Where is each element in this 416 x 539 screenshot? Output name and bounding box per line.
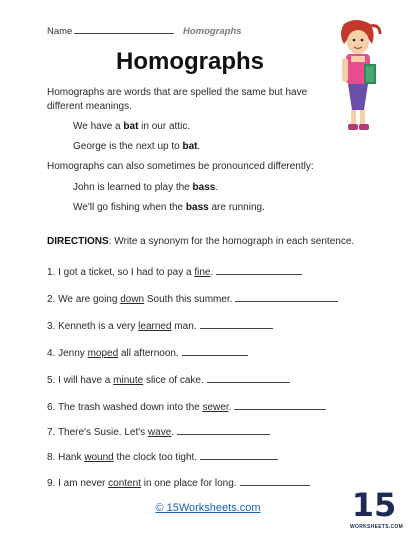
question-1	[47, 265, 302, 281]
question-homograph: moped	[87, 348, 119, 359]
example-sentence-1	[73, 120, 190, 135]
question-text: the clock too tight.	[113, 452, 198, 463]
example-text: .	[215, 182, 219, 193]
page-title: Homographs	[115, 48, 264, 75]
question-text: all afternoon.	[118, 348, 179, 359]
question-text: 8. Hank	[47, 452, 85, 463]
example-text: We have a	[73, 121, 124, 132]
question-7	[47, 425, 270, 441]
question-homograph: sewer	[202, 402, 229, 413]
answer-blank[interactable]	[200, 450, 278, 460]
question-homograph: content	[108, 478, 141, 489]
logo-brand: WORKSHEETS.COM	[350, 524, 404, 530]
intro-line-1: Homographs are words that are spelled the same but have	[47, 87, 308, 98]
question-text: South this summer.	[144, 294, 233, 305]
question-text: 6. The trash washed down into the	[47, 402, 203, 413]
question-homograph: learned	[138, 321, 172, 332]
name-label: Name	[47, 26, 73, 37]
footer-copyright-link[interactable]: © 15Worksheets.com	[155, 502, 261, 514]
question-text: 9. I am never	[47, 478, 109, 489]
question-5	[47, 373, 290, 389]
example-text: .	[197, 141, 201, 152]
question-text: 5. I will have a	[47, 375, 114, 386]
intro-line-3: Homographs can also sometimes be pronounced differently:	[47, 161, 314, 172]
question-text: 3. Kenneth is a very	[47, 321, 139, 332]
example-text: We'll go fishing when the	[73, 202, 186, 213]
question-6	[47, 400, 326, 416]
example-text: in our attic.	[138, 121, 191, 132]
question-text: man.	[171, 321, 197, 332]
directions-label: DIRECTIONS	[47, 236, 109, 247]
directions-text: : Write a synonym for the homograph in each sentence.	[108, 236, 355, 247]
intro-line-2: different meanings.	[47, 101, 132, 112]
answer-blank[interactable]	[235, 292, 338, 302]
question-text: .	[228, 402, 232, 413]
example-homograph: bat	[123, 121, 139, 132]
question-text: 2. We are going	[47, 294, 121, 305]
answer-blank[interactable]	[200, 319, 273, 329]
answer-blank[interactable]	[240, 476, 310, 486]
answer-blank[interactable]	[216, 265, 302, 275]
question-text: slice of cake.	[143, 375, 204, 386]
question-8	[47, 450, 278, 466]
example-sentence-3	[73, 181, 218, 196]
answer-blank[interactable]	[177, 425, 270, 435]
worksheets-logo	[350, 486, 404, 534]
question-homograph: minute	[113, 375, 144, 386]
question-4	[47, 346, 248, 362]
example-text: are running.	[208, 202, 265, 213]
question-text: 7. There's Susie. Let's	[47, 427, 148, 438]
question-text: 1. I got a ticket, so I had to pay a	[47, 267, 195, 278]
question-3	[47, 319, 273, 335]
example-text: George is the next up to	[73, 141, 183, 152]
worksheet-header	[47, 24, 242, 37]
header-subject: Homographs	[182, 26, 242, 37]
question-text: in one place for long.	[140, 478, 237, 489]
question-homograph: down	[120, 294, 145, 305]
example-sentence-2	[73, 140, 200, 155]
name-blank[interactable]	[74, 24, 174, 34]
question-2	[47, 292, 338, 308]
answer-blank[interactable]	[234, 400, 326, 410]
question-text: .	[210, 267, 214, 278]
logo-number: 15	[351, 486, 397, 524]
example-text: John is learned to play the	[73, 182, 193, 193]
question-text: .	[171, 427, 175, 438]
answer-blank[interactable]	[182, 346, 248, 356]
question-text: 4. Jenny	[47, 348, 88, 359]
girl-illustration	[330, 18, 382, 136]
example-homograph: bat	[182, 141, 198, 152]
directions	[47, 235, 354, 250]
answer-blank[interactable]	[207, 373, 290, 383]
question-homograph: wound	[84, 452, 114, 463]
example-sentence-4	[73, 201, 265, 216]
example-homograph: bass	[192, 182, 216, 193]
example-homograph: bass	[185, 202, 209, 213]
question-homograph: fine	[194, 267, 211, 278]
question-9	[47, 476, 310, 492]
question-homograph: wave	[147, 427, 172, 438]
